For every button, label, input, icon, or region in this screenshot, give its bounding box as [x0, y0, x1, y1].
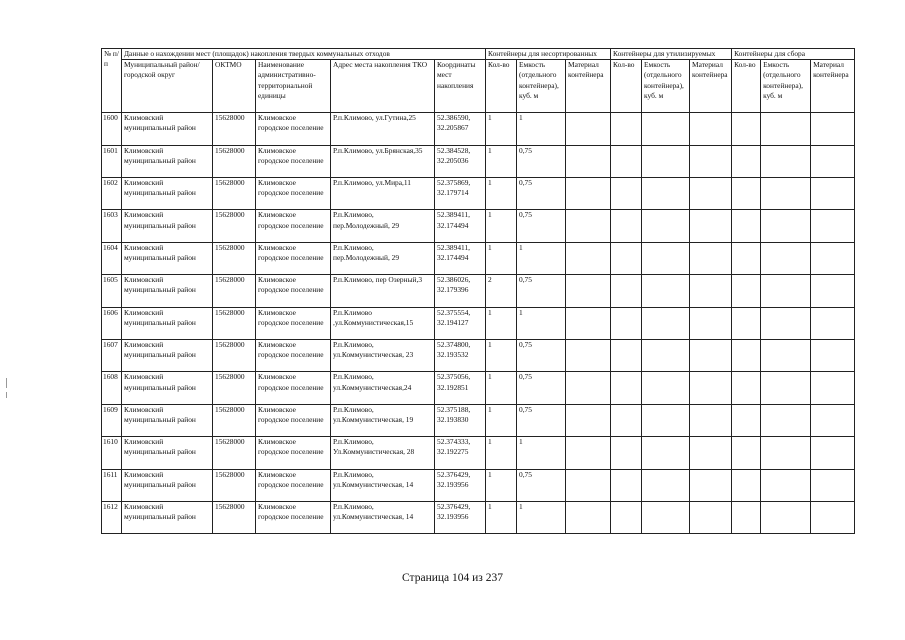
cell-oktmo: 15628000	[213, 210, 256, 242]
cell-count-recyclable	[611, 469, 642, 501]
cell-capacity: 0,75	[517, 210, 566, 242]
cell-material-recyclable	[690, 372, 732, 404]
cell-no: 1606	[102, 307, 122, 339]
cell-no: 1603	[102, 210, 122, 242]
cell-count-recyclable	[611, 307, 642, 339]
cell-material-collection	[811, 372, 855, 404]
cell-capacity-collection	[761, 307, 811, 339]
table-row	[102, 210, 855, 242]
cell-no: 1607	[102, 339, 122, 371]
header-group-places: Данные о нахождении мест (площадок) накопления твердых коммунальных отходов	[122, 49, 486, 60]
cell-count-collection	[732, 372, 761, 404]
table-row	[102, 437, 855, 469]
cell-capacity-collection	[761, 210, 811, 242]
cell-material-recyclable	[690, 339, 732, 371]
cell-material-recyclable	[690, 177, 732, 209]
table-row	[102, 404, 855, 436]
cell-admin-unit: Климовское городское поселение	[256, 372, 331, 404]
header-group-collection: Контейнеры для сбора	[732, 49, 855, 60]
cell-count-recyclable	[611, 404, 642, 436]
cell-count-collection	[732, 113, 761, 145]
cell-material-collection	[811, 437, 855, 469]
cell-address: Р.п.Климово, ул.Коммунистическая, 19	[331, 404, 435, 436]
cell-district: Климовский муниципальный район	[122, 404, 213, 436]
cell-material-recyclable	[690, 242, 732, 274]
cell-material-collection	[811, 339, 855, 371]
cell-address: Р.п.Климово ,ул.Коммунистическая,15	[331, 307, 435, 339]
cell-material-recyclable	[690, 501, 732, 533]
cell-no: 1612	[102, 501, 122, 533]
cell-material	[566, 404, 611, 436]
cell-count-recyclable	[611, 372, 642, 404]
header-capacity-unsorted: Емкость (отдельного контейнера), куб. м	[517, 60, 566, 113]
cell-count: 1	[486, 177, 517, 209]
cell-material	[566, 177, 611, 209]
cell-no: 1601	[102, 145, 122, 177]
header-oktmo: ОКТМО	[213, 60, 256, 113]
cell-capacity: 0,75	[517, 145, 566, 177]
cell-coords: 52.389411, 32.174494	[435, 210, 486, 242]
cell-capacity-collection	[761, 404, 811, 436]
cell-address: Р.п.Климово, пер Озерный,3	[331, 275, 435, 307]
cell-no: 1602	[102, 177, 122, 209]
cell-count-collection	[732, 145, 761, 177]
cell-district: Климовский муниципальный район	[122, 275, 213, 307]
cell-oktmo: 15628000	[213, 437, 256, 469]
table-row	[102, 372, 855, 404]
cell-district: Климовский муниципальный район	[122, 372, 213, 404]
table-row	[102, 145, 855, 177]
cell-capacity: 1	[517, 437, 566, 469]
cell-count-collection	[732, 242, 761, 274]
table-row	[102, 339, 855, 371]
cell-no: 1610	[102, 437, 122, 469]
cell-material-recyclable	[690, 307, 732, 339]
cell-count-recyclable	[611, 210, 642, 242]
cell-material-recyclable	[690, 145, 732, 177]
cell-coords: 52.389411, 32.174494	[435, 242, 486, 274]
header-count-recyclable: Кол-во	[611, 60, 642, 113]
cell-count-collection	[732, 210, 761, 242]
scan-margin-mark	[6, 378, 7, 388]
header-district: Муниципальный район/городской округ	[122, 60, 213, 113]
cell-district: Климовский муниципальный район	[122, 339, 213, 371]
cell-capacity-recyclable	[642, 275, 690, 307]
cell-address: Р.п.Климово, ул.Гутина,25	[331, 113, 435, 145]
cell-capacity-collection	[761, 145, 811, 177]
cell-address: Р.п.Климово, ул.Брянская,35	[331, 145, 435, 177]
cell-capacity-collection	[761, 372, 811, 404]
cell-capacity-collection	[761, 469, 811, 501]
cell-capacity-collection	[761, 339, 811, 371]
cell-coords: 52.384528, 32.205036	[435, 145, 486, 177]
cell-address: Р.п.Климово, ул.Мира,11	[331, 177, 435, 209]
cell-material-collection	[811, 242, 855, 274]
cell-coords: 52.374333, 32.192275	[435, 437, 486, 469]
cell-oktmo: 15628000	[213, 307, 256, 339]
cell-admin-unit: Климовское городское поселение	[256, 501, 331, 533]
table-row	[102, 113, 855, 145]
cell-capacity-collection	[761, 437, 811, 469]
header-group-unsorted: Контейнеры для несортированных	[486, 49, 611, 60]
header-capacity-recyclable: Емкость (отдельного контейнера), куб. м	[642, 60, 690, 113]
cell-oktmo: 15628000	[213, 469, 256, 501]
cell-count-collection	[732, 177, 761, 209]
cell-admin-unit: Климовское городское поселение	[256, 339, 331, 371]
cell-oktmo: 15628000	[213, 242, 256, 274]
cell-address: Р.п.Климово, ул.Коммунистическая, 14	[331, 469, 435, 501]
cell-admin-unit: Климовское городское поселение	[256, 275, 331, 307]
cell-count-collection	[732, 501, 761, 533]
cell-admin-unit: Климовское городское поселение	[256, 404, 331, 436]
cell-material	[566, 113, 611, 145]
cell-count-collection	[732, 339, 761, 371]
cell-district: Климовский муниципальный район	[122, 469, 213, 501]
cell-count-recyclable	[611, 177, 642, 209]
table-header	[102, 49, 855, 113]
cell-address: Р.п.Климово, Ул.Коммунистическая, 28	[331, 437, 435, 469]
cell-capacity: 0,75	[517, 372, 566, 404]
cell-capacity: 0,75	[517, 177, 566, 209]
cell-district: Климовский муниципальный район	[122, 437, 213, 469]
cell-district: Климовский муниципальный район	[122, 113, 213, 145]
cell-admin-unit: Климовское городское поселение	[256, 145, 331, 177]
header-no: № п/п	[102, 49, 122, 113]
cell-material	[566, 242, 611, 274]
cell-material	[566, 210, 611, 242]
cell-address: Р.п.Климово, ул.Коммунистическая, 14	[331, 501, 435, 533]
cell-oktmo: 15628000	[213, 275, 256, 307]
cell-capacity-collection	[761, 113, 811, 145]
cell-count: 2	[486, 275, 517, 307]
cell-capacity: 1	[517, 501, 566, 533]
cell-no: 1600	[102, 113, 122, 145]
cell-count: 1	[486, 242, 517, 274]
header-capacity-collection: Емкость (отдельного контейнера), куб. м	[761, 60, 811, 113]
header-group-recyclable: Контейнеры для утилизируемых	[611, 49, 732, 60]
cell-capacity-recyclable	[642, 372, 690, 404]
cell-capacity: 0,75	[517, 469, 566, 501]
cell-material-recyclable	[690, 210, 732, 242]
cell-capacity: 0,75	[517, 275, 566, 307]
cell-count-collection	[732, 275, 761, 307]
table-row	[102, 307, 855, 339]
cell-count-collection	[732, 307, 761, 339]
header-material-recyclable: Материал контейнера	[690, 60, 732, 113]
cell-count-collection	[732, 437, 761, 469]
cell-capacity-collection	[761, 501, 811, 533]
cell-material-recyclable	[690, 275, 732, 307]
cell-material	[566, 437, 611, 469]
cell-coords: 52.386026, 32.179396	[435, 275, 486, 307]
cell-material-collection	[811, 501, 855, 533]
cell-material-collection	[811, 145, 855, 177]
cell-district: Климовский муниципальный район	[122, 501, 213, 533]
cell-capacity-collection	[761, 242, 811, 274]
cell-material-collection	[811, 275, 855, 307]
cell-district: Климовский муниципальный район	[122, 145, 213, 177]
table-row	[102, 177, 855, 209]
cell-capacity-recyclable	[642, 501, 690, 533]
cell-count-recyclable	[611, 501, 642, 533]
cell-coords: 52.376429, 32.193956	[435, 469, 486, 501]
cell-district: Климовский муниципальный район	[122, 242, 213, 274]
cell-coords: 52.374800, 32.193532	[435, 339, 486, 371]
table-row	[102, 501, 855, 533]
header-address: Адрес места накопления ТКО	[331, 60, 435, 113]
cell-capacity: 1	[517, 113, 566, 145]
scan-margin-mark	[6, 392, 7, 398]
cell-count-collection	[732, 469, 761, 501]
cell-no: 1605	[102, 275, 122, 307]
cell-district: Климовский муниципальный район	[122, 307, 213, 339]
cell-oktmo: 15628000	[213, 372, 256, 404]
cell-material	[566, 307, 611, 339]
header-material-unsorted: Материал контейнера	[566, 60, 611, 113]
cell-material	[566, 372, 611, 404]
cell-count-recyclable	[611, 113, 642, 145]
cell-count: 1	[486, 145, 517, 177]
cell-coords: 52.375869, 32.179714	[435, 177, 486, 209]
header-count-collection: Кол-во	[732, 60, 761, 113]
cell-capacity-recyclable	[642, 339, 690, 371]
cell-count: 1	[486, 372, 517, 404]
cell-capacity-recyclable	[642, 307, 690, 339]
cell-capacity: 1	[517, 242, 566, 274]
table-row	[102, 275, 855, 307]
cell-no: 1604	[102, 242, 122, 274]
cell-capacity-recyclable	[642, 469, 690, 501]
cell-capacity-recyclable	[642, 437, 690, 469]
cell-oktmo: 15628000	[213, 113, 256, 145]
cell-count: 1	[486, 210, 517, 242]
page-number: Страница 104 из 237	[402, 572, 503, 584]
table-body	[102, 113, 855, 534]
cell-oktmo: 15628000	[213, 177, 256, 209]
cell-district: Климовский муниципальный район	[122, 177, 213, 209]
cell-material	[566, 339, 611, 371]
cell-no: 1611	[102, 469, 122, 501]
table-row	[102, 242, 855, 274]
cell-district: Климовский муниципальный район	[122, 210, 213, 242]
waste-sites-table	[101, 48, 855, 534]
cell-admin-unit: Климовское городское поселение	[256, 242, 331, 274]
cell-coords: 52.375554, 32.194127	[435, 307, 486, 339]
cell-material-recyclable	[690, 469, 732, 501]
cell-oktmo: 15628000	[213, 145, 256, 177]
cell-material-recyclable	[690, 113, 732, 145]
cell-material	[566, 145, 611, 177]
header-admin-unit: Наименование административно-территориальной единицы	[256, 60, 331, 113]
cell-count: 1	[486, 339, 517, 371]
cell-no: 1608	[102, 372, 122, 404]
cell-capacity-recyclable	[642, 210, 690, 242]
cell-material-collection	[811, 469, 855, 501]
cell-count-recyclable	[611, 242, 642, 274]
header-count-unsorted: Кол-во	[486, 60, 517, 113]
cell-material-recyclable	[690, 404, 732, 436]
header-material-collection: Материал контейнера	[811, 60, 855, 113]
cell-capacity-collection	[761, 275, 811, 307]
cell-oktmo: 15628000	[213, 404, 256, 436]
cell-coords: 52.375056, 32.192851	[435, 372, 486, 404]
cell-admin-unit: Климовское городское поселение	[256, 177, 331, 209]
cell-count-collection	[732, 404, 761, 436]
cell-admin-unit: Климовское городское поселение	[256, 469, 331, 501]
cell-coords: 52.386590, 32.205867	[435, 113, 486, 145]
cell-oktmo: 15628000	[213, 339, 256, 371]
cell-count: 1	[486, 469, 517, 501]
cell-capacity: 0,75	[517, 404, 566, 436]
cell-count-recyclable	[611, 339, 642, 371]
cell-material	[566, 469, 611, 501]
cell-coords: 52.376429, 32.193956	[435, 501, 486, 533]
cell-address: Р.п.Климово, ул.Коммунистическая, 23	[331, 339, 435, 371]
cell-coords: 52.375188, 32.193830	[435, 404, 486, 436]
cell-material	[566, 275, 611, 307]
cell-count-recyclable	[611, 275, 642, 307]
cell-address: Р.п.Климово, ул.Коммунистическая,24	[331, 372, 435, 404]
cell-admin-unit: Климовское городское поселение	[256, 437, 331, 469]
cell-capacity: 1	[517, 307, 566, 339]
cell-material-collection	[811, 404, 855, 436]
cell-capacity-recyclable	[642, 113, 690, 145]
cell-material-collection	[811, 210, 855, 242]
cell-capacity-recyclable	[642, 145, 690, 177]
cell-material-recyclable	[690, 437, 732, 469]
cell-material-collection	[811, 307, 855, 339]
cell-count: 1	[486, 307, 517, 339]
cell-capacity: 0,75	[517, 339, 566, 371]
cell-no: 1609	[102, 404, 122, 436]
cell-material	[566, 501, 611, 533]
cell-address: Р.п.Климово, пер.Молодежный, 29	[331, 210, 435, 242]
cell-count-recyclable	[611, 145, 642, 177]
table-row	[102, 469, 855, 501]
header-coords: Координаты мест накопления	[435, 60, 486, 113]
cell-count-recyclable	[611, 437, 642, 469]
cell-admin-unit: Климовское городское поселение	[256, 113, 331, 145]
cell-capacity-recyclable	[642, 177, 690, 209]
cell-count: 1	[486, 404, 517, 436]
cell-count: 1	[486, 501, 517, 533]
cell-capacity-recyclable	[642, 242, 690, 274]
cell-material-collection	[811, 177, 855, 209]
cell-oktmo: 15628000	[213, 501, 256, 533]
cell-admin-unit: Климовское городское поселение	[256, 307, 331, 339]
cell-count: 1	[486, 113, 517, 145]
cell-admin-unit: Климовское городское поселение	[256, 210, 331, 242]
cell-address: Р.п.Климово, пер.Молодежный, 29	[331, 242, 435, 274]
cell-count: 1	[486, 437, 517, 469]
cell-material-collection	[811, 113, 855, 145]
cell-capacity-collection	[761, 177, 811, 209]
cell-capacity-recyclable	[642, 404, 690, 436]
